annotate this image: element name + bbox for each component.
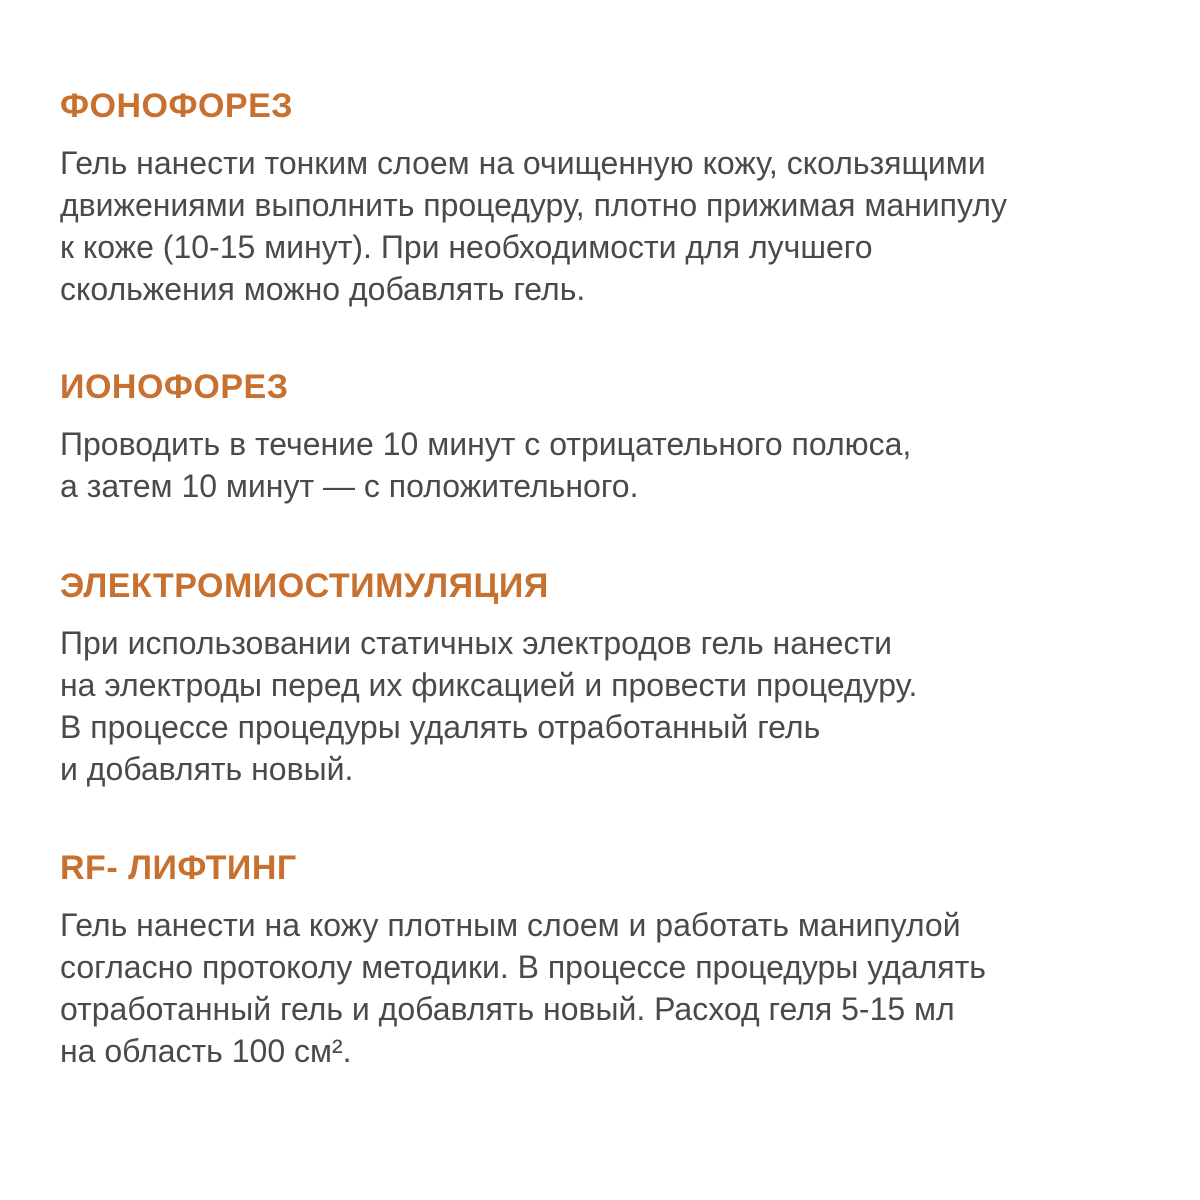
text-line: В процессе процедуры удалять отработанный гель (60, 709, 821, 745)
text-line: движениями выполнить процедуру, плотно прижимая манипулу (60, 187, 1007, 223)
text-line: скольжения можно добавлять гель. (60, 271, 586, 307)
section-electromyostimulation (60, 566, 1170, 790)
section-heading: ФОНОФОРЕЗ (60, 87, 294, 125)
section-text (60, 423, 1170, 507)
text-line: на область 100 см². (60, 1033, 352, 1069)
section-heading: RF- ЛИФТИНГ (60, 849, 297, 887)
text-line: на электроды перед их фиксацией и провести процедуру. (60, 667, 918, 703)
text-line: к коже (10-15 минут). При необходимости для лучшего (60, 229, 873, 265)
text-line: При использовании статичных электродов гель нанести (60, 625, 892, 661)
text-line: а затем 10 минут — с положительного. (60, 468, 639, 504)
section-heading: ИОНОФОРЕЗ (60, 368, 289, 406)
text-line: согласно протоколу методики. В процессе процедуры удалять (60, 949, 986, 985)
section-iontophoresis (60, 367, 1170, 507)
section-rf-lifting (60, 848, 1170, 1072)
section-heading: ЭЛЕКТРОМИОСТИМУЛЯЦИЯ (60, 567, 549, 605)
text-line: Проводить в течение 10 минут с отрицательного полюса, (60, 426, 912, 462)
section-text (60, 622, 1170, 790)
section-text (60, 142, 1170, 310)
text-line: отработанный гель и добавлять новый. Расход геля 5-15 мл (60, 991, 955, 1027)
text-line: и добавлять новый. (60, 751, 354, 787)
section-text (60, 904, 1170, 1072)
text-line: Гель нанести на кожу плотным слоем и работать манипулой (60, 907, 961, 943)
section-phonophoresis (60, 86, 1170, 310)
text-line: Гель нанести тонким слоем на очищенную кожу, скользящими (60, 145, 986, 181)
